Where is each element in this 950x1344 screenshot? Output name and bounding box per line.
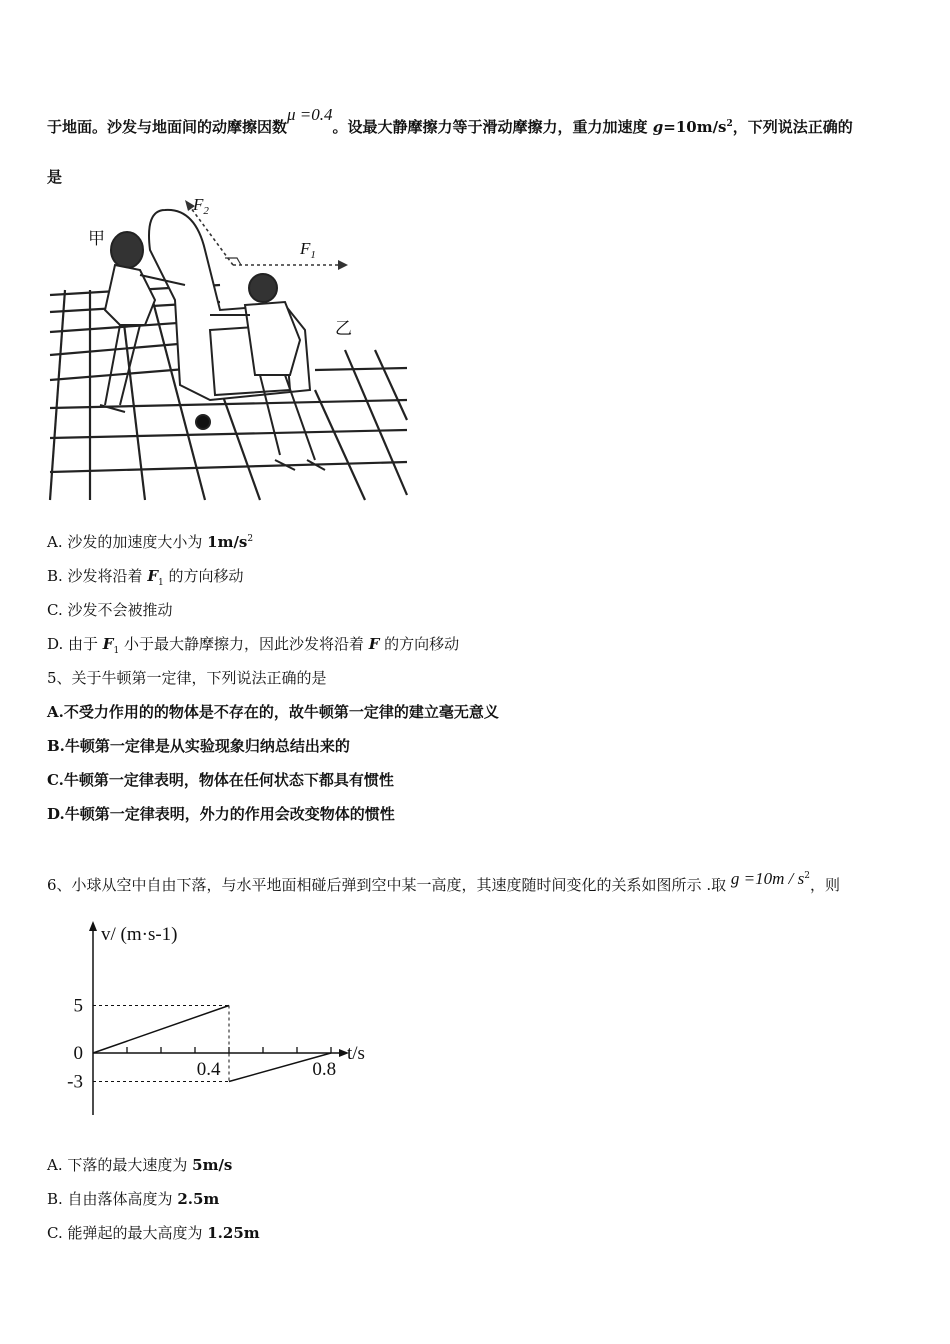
y-tick-label: -3	[67, 1071, 83, 1093]
q6-c-value: 1.25m	[207, 1224, 260, 1242]
q4-d-symbol: F	[102, 635, 114, 653]
q4-stem-line1	[47, 105, 853, 137]
q6-c-text: C. 能弹起的最大高度为	[47, 1224, 208, 1242]
g-sup: 2	[726, 119, 733, 129]
q6-stem-post: ，则	[809, 876, 840, 894]
q4-a-value: 1m/s	[207, 533, 248, 551]
q4-option-b	[47, 565, 244, 588]
q4-a-sup: 2	[247, 534, 254, 544]
x-axis-label: t/s	[347, 1043, 365, 1064]
q4-option-d	[47, 633, 459, 656]
x-tick-label: 0.8	[312, 1059, 337, 1080]
label-f1-main: F	[300, 239, 311, 258]
q4-d-text: D. 由于	[47, 635, 103, 653]
y-tick-label: 5	[73, 995, 83, 1017]
force-arrows	[188, 204, 345, 265]
q5-option-d: D.牛顿第一定律表明，外力的作用会改变物体的惯性	[47, 805, 395, 823]
q4-stem-line2: 是	[47, 168, 63, 186]
q4-b-text: B. 沙发将沿着	[47, 567, 148, 585]
q4-d-mid: 小于最大静摩擦力，因此沙发将沿着	[119, 635, 369, 653]
sofa-push-figure	[45, 190, 415, 505]
y-axis-arrow	[89, 921, 97, 931]
q6-option-c	[47, 1222, 260, 1243]
q5-option-c: C.牛顿第一定律表明，物体在任何状态下都具有惯性	[47, 771, 394, 789]
y-tick-label: 0	[73, 1043, 83, 1064]
q6-option-a	[47, 1154, 232, 1175]
q4-a-text: A. 沙发的加速度大小为	[47, 533, 208, 551]
q5-option-b: B.牛顿第一定律是从实验现象归纳总结出来的	[47, 737, 350, 755]
y-axis-label: v/ (m·s-1)	[101, 924, 178, 945]
q6-a-value: 5m/s	[192, 1156, 233, 1174]
label-f1	[299, 239, 316, 261]
g-symbol: g	[652, 118, 664, 136]
q6-a-text: A. 下落的最大速度为	[47, 1156, 193, 1174]
q4-b-post: 的方向移动	[163, 567, 244, 585]
q6-b-text: B. 自由落体高度为	[47, 1190, 178, 1208]
g-value: =10m/s	[663, 118, 727, 136]
q4-option-a	[47, 531, 253, 552]
label-f2-sub: 2	[203, 205, 209, 217]
label-f1-sub: 1	[310, 249, 316, 261]
x-tick-label: 0.4	[196, 1059, 221, 1080]
q6-option-b	[47, 1188, 219, 1209]
series-line-1	[93, 1006, 229, 1054]
q5-option-a: A.不受力作用的的物体是不存在的，故牛顿第一定律的建立毫无意义	[47, 703, 499, 721]
label-f2	[192, 195, 209, 217]
mu-expression: μ =0.4	[287, 105, 333, 124]
velocity-time-chart	[55, 915, 385, 1130]
q6-g-sup: 2	[804, 871, 810, 881]
q4-stem-pre: 于地面。沙发与地面间的动摩擦因数	[47, 118, 288, 136]
q4-b-sub: 1	[157, 578, 164, 588]
q5-stem: 5、关于牛顿第一定律，下列说法正确的是	[47, 669, 327, 687]
q4-stem-post-b: ，下列说法正确的	[732, 118, 853, 136]
q6-b-value: 2.5m	[177, 1190, 220, 1208]
label-f2-main: F	[193, 195, 204, 214]
q4-b-symbol: F	[147, 567, 158, 585]
q4-d-sub: 1	[113, 646, 120, 656]
q6-stem	[47, 869, 840, 895]
f1-arrowhead	[338, 260, 348, 270]
q4-d-symbol2: F	[368, 635, 380, 653]
q4-stem-post-a: 。设最大静摩擦力等于滑动摩擦力，重力加速度	[332, 118, 653, 136]
label-yi: 乙	[335, 319, 352, 339]
q4-option-c: C. 沙发不会被推动	[47, 601, 173, 619]
q4-d-post: 的方向移动	[379, 635, 460, 653]
q6-g-expression: g =10m / s	[730, 869, 805, 888]
label-jia: 甲	[88, 229, 105, 249]
q6-stem-pre: 6、小球从空中自由下落，与水平地面相碰后弹到空中某一高度，其速度随时间变化的关系如图所示 .取	[47, 876, 731, 894]
